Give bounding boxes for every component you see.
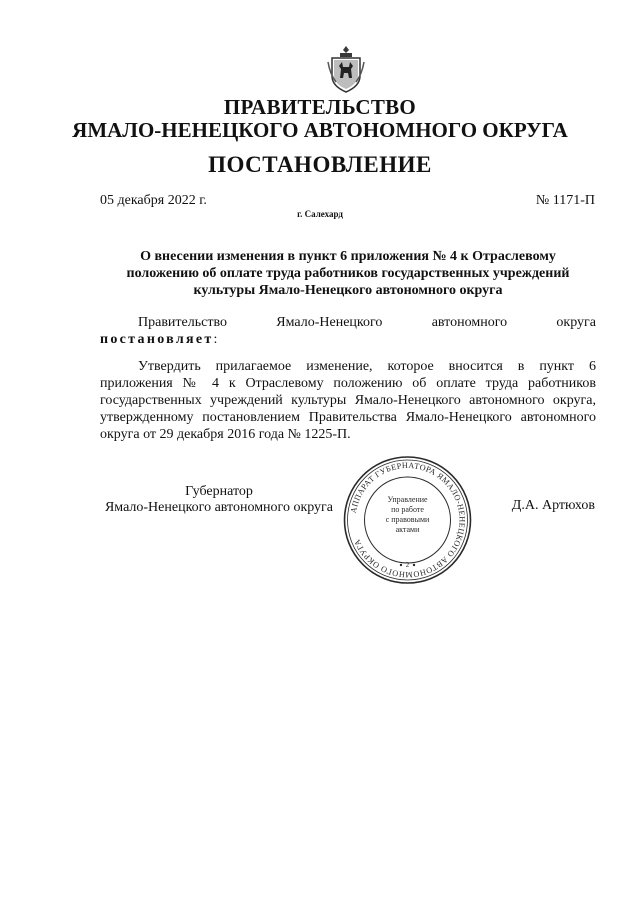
- seal-inner-text: Управление: [387, 495, 428, 504]
- document-number: № 1171-П: [535, 193, 595, 208]
- official-seal: [340, 455, 475, 585]
- seal-inner-text: с правовыми: [385, 515, 430, 524]
- preamble-word: Правительство: [138, 315, 227, 330]
- paragraph-line: утвержденному постановлением Правительства Ямало-Ненецкого автономного: [100, 410, 596, 425]
- preamble-action-line: [100, 331, 596, 348]
- okrug-title: ЯМАЛО-НЕНЕЦКОГО АВТОНОМНОГО ОКРУГА: [72, 118, 568, 142]
- document-date: 05 декабря 2022 г.: [100, 193, 207, 208]
- preamble-line: [100, 314, 596, 331]
- main-paragraph: [100, 358, 596, 443]
- signatory-name: Д.А. Артюхов: [511, 498, 595, 513]
- signatory-title-line: Ямало-Ненецкого автономного округа: [104, 500, 334, 515]
- subject-line: О внесении изменения в пункт 6 приложения № 4 к Отраслевому: [140, 249, 556, 264]
- seal-number: 2: [405, 561, 410, 569]
- preamble-word: Ямало-Ненецкого: [276, 315, 383, 330]
- subject-line: культуры Ямало-Ненецкого автономного округа: [193, 283, 503, 298]
- paragraph-line: государственных учреждений культуры Ямало-Ненецкого автономного округа,: [100, 393, 596, 408]
- document-type: ПОСТАНОВЛЕНИЕ: [208, 152, 432, 177]
- document-subject: [100, 248, 596, 299]
- preamble-word: автономного: [431, 315, 508, 330]
- seal-inner-text: актами: [395, 525, 420, 534]
- paragraph-line: округа от 29 декабря 2016 года № 1225-П.: [100, 427, 351, 442]
- document-city: г. Салехард: [297, 209, 343, 219]
- preamble-colon: :: [213, 332, 218, 347]
- preamble-action: постановляет: [100, 332, 214, 347]
- seal-outer-text: АППАРАТ ГУБЕРНАТОРА ЯМАЛО-НЕНЕЦКОГО АВТОНОМНОГО ОКРУГА: [348, 460, 467, 580]
- paragraph-line: приложения № 4 к Отраслевому положению об оплате труда работников: [100, 376, 596, 391]
- preamble: [100, 314, 596, 348]
- signatory-title: [100, 484, 338, 516]
- paragraph-line: Утвердить прилагаемое изменение, которое вносится в пункт 6: [138, 359, 596, 374]
- subject-line: положению об оплате труда работников государственных учреждений: [126, 266, 570, 281]
- seal-inner-text: по работе: [391, 505, 424, 514]
- government-title: ПРАВИТЕЛЬСТВО: [223, 95, 417, 119]
- preamble-word: округа: [556, 315, 596, 330]
- signatory-title-line: Губернатор: [185, 484, 253, 499]
- coat-of-arms-icon: [326, 44, 366, 94]
